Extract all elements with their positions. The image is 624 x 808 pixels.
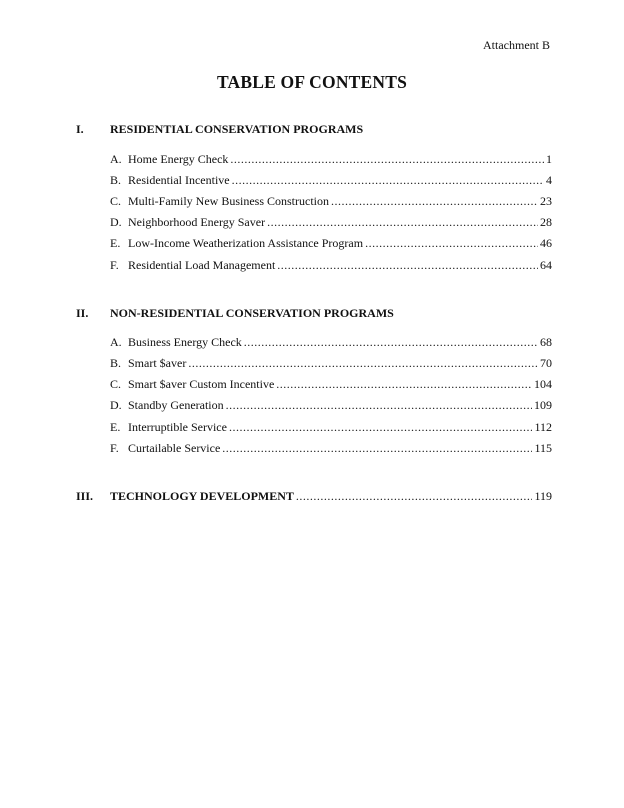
- toc-entry-letter: D.: [110, 215, 122, 229]
- dot-leader: [232, 173, 544, 188]
- section-number: I.: [76, 122, 84, 136]
- toc-entry-title: Interruptible Service: [128, 420, 227, 434]
- toc-entry-title: Smart $aver: [128, 356, 187, 370]
- section-title: TECHNOLOGY DEVELOPMENT: [110, 489, 294, 503]
- toc-entry-letter: F.: [110, 258, 119, 272]
- section-title: NON-RESIDENTIAL CONSERVATION PROGRAMS: [110, 306, 394, 320]
- toc-entry-page: 46: [540, 236, 552, 250]
- toc-entry[interactable]: [110, 335, 552, 350]
- toc-entry-title: Residential Load Management: [128, 258, 276, 272]
- toc-entry-title: Multi-Family New Business Construction: [128, 194, 329, 208]
- dot-leader: [267, 215, 538, 230]
- toc-entry[interactable]: [110, 356, 552, 371]
- toc-entry-title: Smart $aver Custom Incentive: [128, 377, 275, 391]
- toc-entry[interactable]: [110, 420, 552, 435]
- dot-leader: [230, 152, 544, 167]
- toc-entry[interactable]: [110, 258, 552, 273]
- dot-leader: [296, 489, 533, 504]
- toc-entry-letter: F.: [110, 441, 119, 455]
- dot-leader: [244, 335, 538, 350]
- toc-entry-page: 115: [534, 441, 552, 455]
- section-heading-non-residential: [76, 306, 552, 321]
- toc-entry[interactable]: [110, 398, 552, 413]
- toc-entry[interactable]: [110, 215, 552, 230]
- toc-entry-page: 70: [540, 356, 552, 370]
- toc-entry[interactable]: [110, 236, 552, 251]
- toc-entry-page: 112: [534, 420, 552, 434]
- toc-entry-letter: B.: [110, 173, 122, 187]
- section-number: III.: [76, 489, 94, 503]
- section-heading-technology[interactable]: [76, 489, 552, 504]
- toc-entry-title: Residential Incentive: [128, 173, 230, 187]
- toc-entry-letter: A.: [110, 152, 122, 166]
- toc-entry-page: 68: [540, 335, 552, 349]
- toc-entry-letter: D.: [110, 398, 122, 412]
- toc-entry[interactable]: [110, 152, 552, 167]
- toc-entry-letter: E.: [110, 420, 121, 434]
- dot-leader: [226, 398, 532, 413]
- toc-entry-page: 119: [534, 489, 552, 503]
- dot-leader: [188, 356, 538, 371]
- toc-entry-title: Curtailable Service: [128, 441, 221, 455]
- toc-entry-page: 109: [534, 398, 552, 412]
- toc-entry-page: 28: [540, 215, 552, 229]
- toc-entry-title: Home Energy Check: [128, 152, 229, 166]
- toc-entry-letter: A.: [110, 335, 122, 349]
- toc-entry-page: 104: [534, 377, 552, 391]
- toc-entry-page: 64: [540, 258, 552, 272]
- toc-entry-title: Low-Income Weatherization Assistance Program: [128, 236, 364, 250]
- dot-leader: [276, 377, 532, 392]
- toc-entry-title: Neighborhood Energy Saver: [128, 215, 266, 229]
- toc-entry[interactable]: [110, 441, 552, 456]
- toc-entry-letter: C.: [110, 377, 122, 391]
- dot-leader: [277, 258, 538, 273]
- toc-entry-letter: B.: [110, 356, 122, 370]
- dot-leader: [229, 420, 532, 435]
- toc-entry-page: 23: [540, 194, 552, 208]
- toc-entry-title: Standby Generation: [128, 398, 224, 412]
- toc-entry[interactable]: [110, 173, 552, 188]
- toc-entry-title: Business Energy Check: [128, 335, 242, 349]
- dot-leader: [331, 194, 538, 209]
- toc-entry-letter: E.: [110, 236, 121, 250]
- section-number: II.: [76, 306, 89, 320]
- page-title: TABLE OF CONTENTS: [216, 72, 408, 92]
- toc-entry[interactable]: [110, 194, 552, 209]
- toc-entry-page: 1: [546, 152, 552, 166]
- section-heading-residential: [76, 122, 552, 137]
- toc-entry-letter: C.: [110, 194, 122, 208]
- attachment-label: Attachment B: [483, 38, 550, 52]
- toc-entry-page: 4: [546, 173, 552, 187]
- dot-leader: [365, 236, 538, 251]
- dot-leader: [222, 441, 532, 456]
- section-title: RESIDENTIAL CONSERVATION PROGRAMS: [110, 122, 364, 136]
- toc-entry[interactable]: [110, 377, 552, 392]
